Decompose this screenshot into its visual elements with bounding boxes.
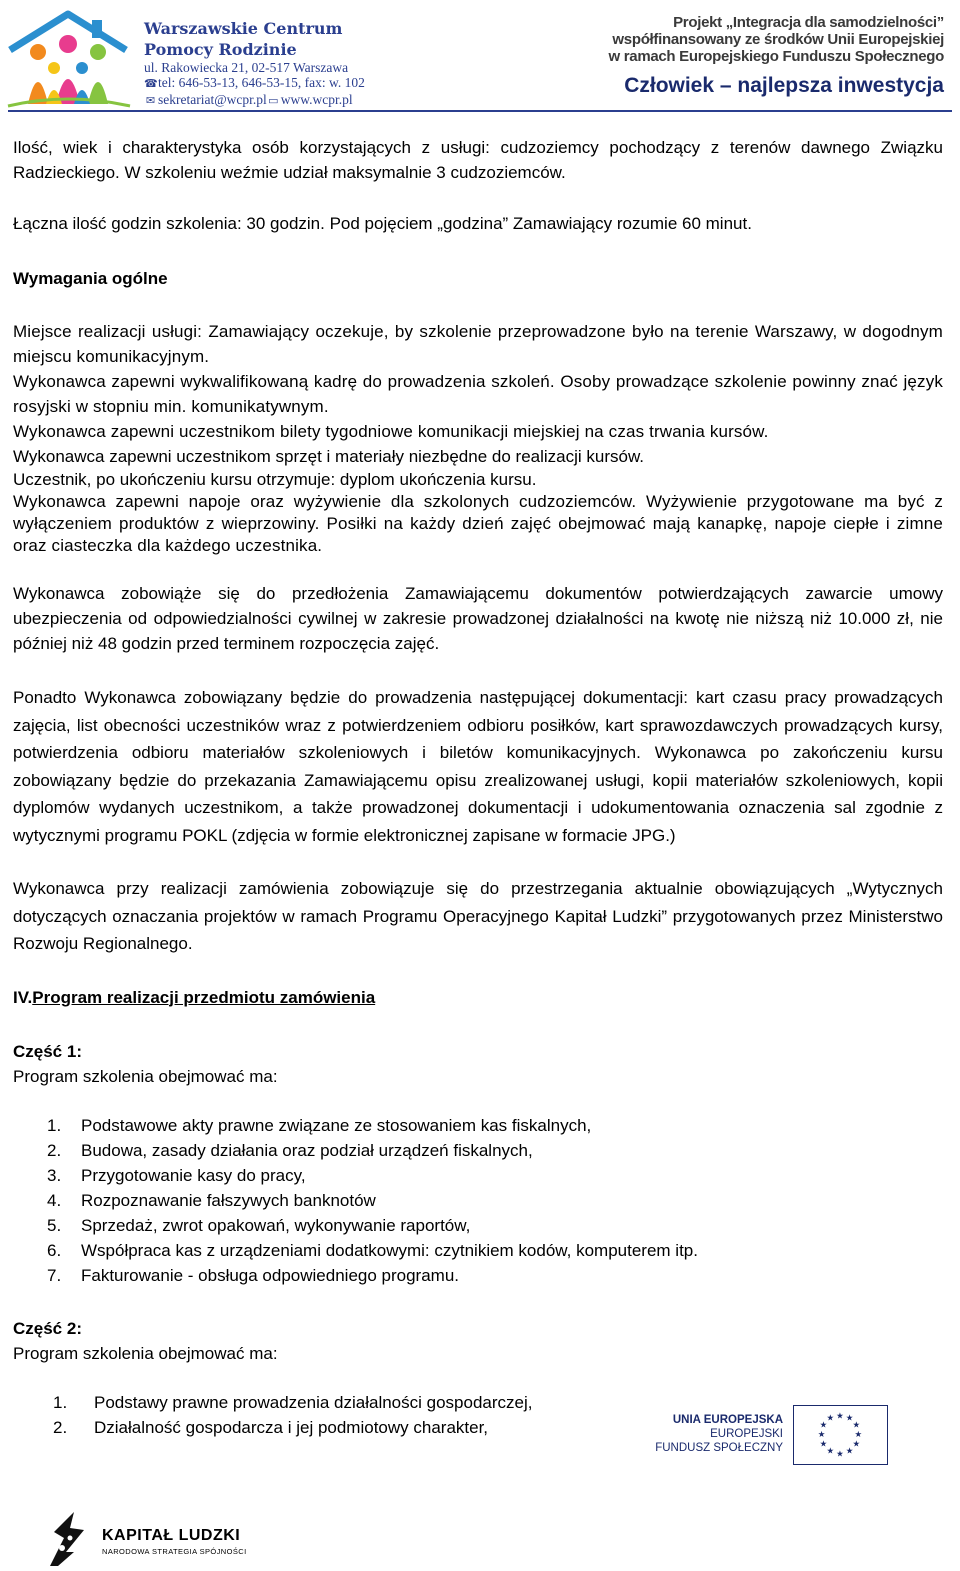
svg-text:★: ★ — [852, 1419, 861, 1430]
svg-text:★: ★ — [852, 1438, 861, 1449]
heading-general-requirements: Wymagania ogólne — [13, 269, 168, 288]
paragraph-guidelines: Wykonawca przy realizacji zamówienia zobowiązuje się do przestrzegania aktualnie obowiązujących „Wytycznych dotyczących oznaczania projektów w ramach Programu Operacyjnego Kapitał Ludzki” przygotowanych przez Ministerstwo Rozwoju Regionalnego. — [13, 879, 943, 953]
part2-heading: Część 2: — [13, 1318, 82, 1338]
phone-icon: ☎ — [144, 78, 158, 90]
list-item: 7. Fakturowanie - obsługa odpowiedniego programu. — [47, 1265, 460, 1285]
document-body — [13, 135, 943, 1440]
org-email[interactable]: sekretariat@wcpr.pl — [158, 92, 267, 107]
header-divider — [8, 110, 952, 112]
org-contact-row — [144, 92, 444, 109]
list-item: 6. Współpraca kas z urządzeniami dodatkowymi: czytnikiem kodów, komputerem itp. — [47, 1240, 698, 1260]
project-line-2: współfinansowany ze środków Unii Europejskiej — [612, 31, 944, 48]
eu-esf-logo — [655, 1405, 890, 1467]
list-item: 5. Sprzedaż, zwrot opakowań, wykonywanie raportów, — [47, 1215, 471, 1235]
part1-intro: Program szkolenia obejmować ma: — [13, 1066, 278, 1086]
kapital-ludzki-emblem-icon — [44, 1508, 96, 1568]
kl-title: KAPITAŁ LUDZKI — [102, 1527, 241, 1544]
svg-text:★: ★ — [826, 1445, 835, 1456]
org-address: ul. Rakowiecka 21, 02-517 Warszawa — [144, 60, 349, 75]
list-item: 1. Podstawowe akty prawne związane ze stosowaniem kas fiskalnych, — [47, 1115, 592, 1135]
svg-text:★: ★ — [826, 1412, 835, 1423]
svg-text:★: ★ — [836, 1448, 844, 1459]
paragraph-staff: Wykonawca zapewni wykwalifikowaną kadrę do prowadzenia szkoleń. Osoby prowadzące szkolenie powinny znać język rosyjski w stopniu min. komunikatywnym. — [13, 372, 943, 416]
paragraph-meals: Wykonawca zapewni napoje oraz wyżywienie dla szkolonych cudzoziemców. Wyżywienie przygotowane ma być z wyłączeniem produktów z wieprzowiny. Posiłki na każdy dzień zajęć obejmować mają kanapkę, napoje ciepłe i zimne oraz ciasteczka dla każdego uczestnika. — [13, 492, 943, 555]
paragraph-tickets: Wykonawca zapewni uczestnikom bilety tygodniowe komunikacji miejskiej na czas trwania kursów. — [13, 422, 769, 441]
part2-intro: Program szkolenia obejmować ma: — [13, 1343, 278, 1363]
svg-text:★: ★ — [819, 1438, 828, 1449]
svg-text:★: ★ — [845, 1412, 854, 1423]
kapital-ludzki-logo — [44, 1508, 274, 1568]
eu-line-3: FUNDUSZ SPOŁECZNY — [655, 1442, 783, 1454]
project-line-3: w ramach Europejskiego Funduszu Społecznego — [608, 48, 944, 65]
paragraph-insurance: Wykonawca zobowiąże się do przedłożenia Zamawiającemu dokumentów potwierdzających zawarcie umowy ubezpieczenia od odpowiedzialności cywilnej w zakresie prowadzonej działalności na kwotę nie niższą niż 10.000 zł, nie później niż 48 godzin przed terminem rozpoczęcia zajęć. — [13, 584, 943, 653]
section-heading — [13, 985, 943, 1010]
org-phone: tel: 646-53-13, 646-53-15, fax: w. 102 — [158, 75, 365, 90]
slogan: Człowiek – najlepsza inwestycja — [624, 74, 944, 97]
part1-heading: Część 1: — [13, 1041, 82, 1061]
list-item: 2. Budowa, zasady działania oraz podział urządzeń fiskalnych, — [47, 1140, 533, 1160]
eu-logo-text — [655, 1413, 783, 1455]
list-item: 1. Podstawy prawne prowadzenia działalności gospodarczej, — [53, 1392, 533, 1412]
page-header — [0, 0, 960, 116]
org-name-line-1: Warszawskie Centrum — [144, 19, 343, 38]
paragraph-documentation: Ponadto Wykonawca zobowiązany będzie do prowadzenia następującej dokumentacji: kart czasu pracy prowadzących zajęcia, list obecności uczestników wraz z potwierdzeniem odbioru posiłków, kart sprawozdawczych prowadzących kursy, potwierdzenia odbioru materiałów szkoleniowych i biletów komunikacyjnych. Wykonawca po zakończeniu kursu zobowiązany będzie do przekazania Zamawiającemu opisu zrealizowanej usługi, kopii materiałów szkoleniowych, kopii dyplomów wydanych uczestnikom, a także prowadzonej dokumentacji i udokumentowania oznaczenia sal zgodnie z wytycznymi programu POKL (zdjęcia w formie elektronicznej zapisane w formacie JPG.) — [13, 688, 943, 845]
svg-text:★: ★ — [819, 1419, 828, 1430]
eu-line-1: UNIA EUROPEJSKA — [672, 1414, 783, 1426]
eu-flag-icon — [793, 1405, 888, 1465]
organization-info — [144, 18, 444, 109]
svg-text:★: ★ — [817, 1428, 826, 1439]
paragraph-diploma: Uczestnik, po ukończeniu kursu otrzymuje: dyplom ukończenia kursu. — [13, 470, 537, 489]
svg-text:★: ★ — [836, 1410, 844, 1421]
computer-icon: ▭ — [268, 95, 279, 107]
envelope-icon: ✉ — [145, 95, 156, 107]
list-item: 4. Rozpoznawanie fałszywych banknotów — [47, 1190, 376, 1210]
paragraph-participants: Ilość, wiek i charakterystyka osób korzystających z usługi: cudzoziemcy pochodzący z terenów dawnego Związku Radzieckiego. W szkoleniu weźmie udział maksymalnie 3 cudzoziemców. — [13, 138, 943, 182]
svg-text:★: ★ — [854, 1428, 863, 1439]
project-line-1: Projekt „Integracja dla samodzielności” — [673, 14, 944, 31]
paragraph-location: Miejsce realizacji usługi: Zamawiający oczekuje, by szkolenie przeprowadzone było na terenie Warszawy, w dogodnym miejscu komunikacyjnym. — [13, 322, 943, 366]
section-number: IV. — [13, 987, 33, 1007]
org-phone-row — [144, 75, 444, 92]
org-www[interactable]: www.wcpr.pl — [280, 92, 353, 107]
list-item: 2. Działalność gospodarcza i jej podmiotowy charakter, — [53, 1417, 489, 1437]
list-item: 3. Przygotowanie kasy do pracy, — [47, 1165, 306, 1185]
org-name-line-2: Pomocy Rodzinie — [144, 40, 297, 59]
kl-subtitle: NARODOWA STRATEGIA SPÓJNOŚCI — [102, 1547, 247, 1556]
paragraph-hours: Łączna ilość godzin szkolenia: 30 godzin. Pod pojęciem „godzina” Zamawiający rozumie 60 minut. — [13, 214, 752, 233]
paragraph-equipment: Wykonawca zapewni uczestnikom sprzęt i materiały niezbędne do realizacji kursów. — [13, 447, 645, 466]
section-title: Program realizacji przedmiotu zamówienia — [32, 987, 376, 1007]
project-info — [544, 14, 944, 99]
house-family-logo-icon — [6, 8, 136, 108]
part1-list — [13, 1113, 943, 1288]
eu-line-2: EUROPEJSKI — [710, 1428, 783, 1440]
svg-text:★: ★ — [845, 1445, 854, 1456]
